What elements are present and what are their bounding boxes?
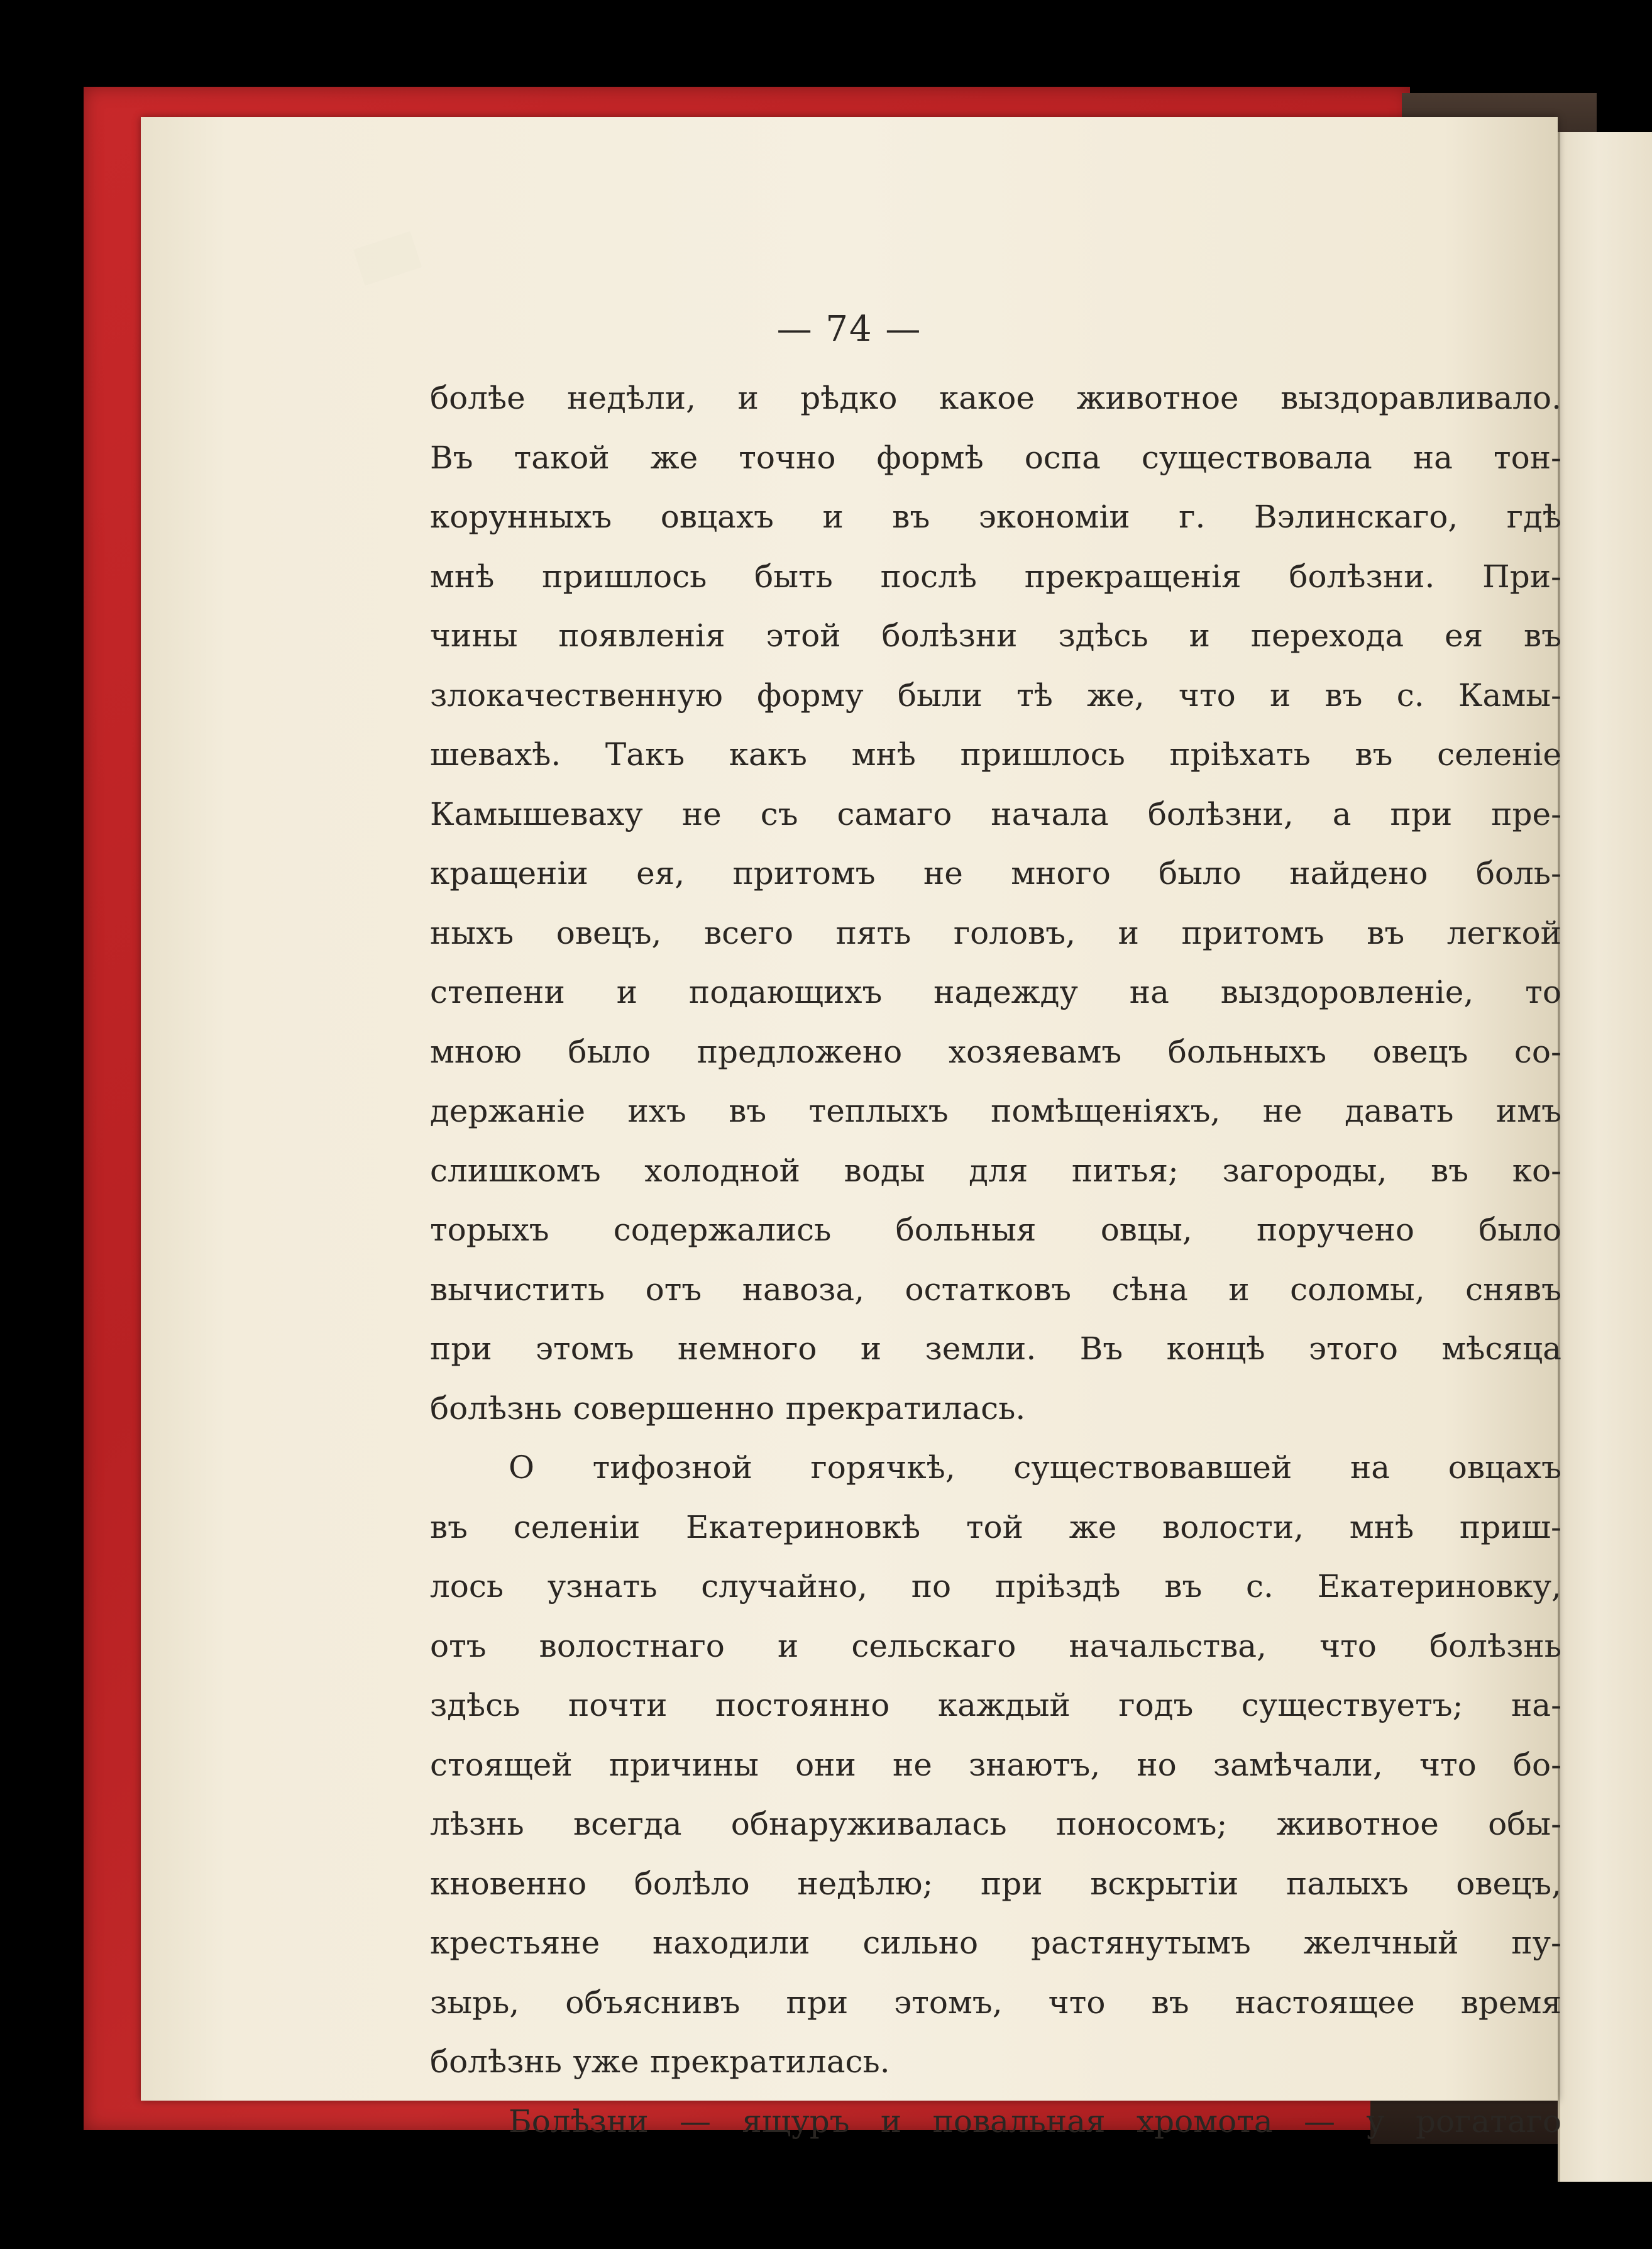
text-line [430,963,1561,1022]
word: не [1262,1093,1302,1129]
word: этомъ [536,1330,634,1367]
word: поносомъ; [1055,1806,1228,1842]
word: что [1419,1746,1477,1783]
word: сѣна [1111,1271,1188,1308]
word: всегда [573,1806,682,1842]
word: съ [760,795,798,832]
word: и [1118,914,1139,951]
word: ко- [1512,1152,1561,1189]
word: на [1129,974,1169,1010]
word: тон- [1493,439,1561,476]
word: то [1525,974,1561,1010]
word: недѣли, [567,380,696,416]
text-line [430,1022,1561,1082]
word: кращеніи [430,855,588,892]
word: въ [729,1093,767,1129]
word: всего [704,914,794,951]
word: прекратилась. [649,2043,890,2080]
word: знаютъ, [968,1746,1101,1783]
word: обы- [1488,1806,1561,1842]
word: было [568,1033,651,1070]
word: въ [1164,1568,1203,1605]
text-line [430,428,1561,488]
word: но [1137,1746,1177,1783]
word: немного [677,1330,817,1367]
word: растянутымъ [1030,1925,1251,1961]
word: причины [608,1746,759,1783]
text-line [430,1794,1561,1854]
word: торыхъ [430,1212,549,1248]
word: держаніе [430,1093,586,1129]
word: снявъ [1465,1271,1561,1308]
word: притомъ [1181,914,1324,951]
word: при [1390,795,1453,832]
word: стоящей [430,1746,573,1783]
word: выздоровленіе, [1220,974,1474,1010]
word: годъ [1118,1687,1194,1723]
word: болѣе [430,380,526,416]
word: с. [1396,677,1424,714]
word: — [1304,2103,1335,2140]
word: Въ [430,439,473,476]
word: и [1189,617,1210,654]
word: же [1069,1508,1117,1545]
word: мѣсяца [1441,1330,1561,1367]
word: и [880,2103,902,2140]
word: чины [430,617,518,654]
word: концѣ [1166,1330,1265,1367]
word: поручено [1257,1212,1414,1248]
word: уже [573,2043,639,2080]
word: здѣсь [1058,617,1148,654]
word: при [430,1330,492,1367]
text-line [430,1260,1561,1320]
word: повальная [932,2103,1106,2140]
word: хозяевамъ [948,1033,1122,1070]
paper-tab [353,231,422,285]
word: на- [1511,1687,1561,1723]
word: выздоравливало. [1280,380,1561,416]
text-line [430,547,1561,607]
text-line [430,1379,1561,1439]
word: Въ [1079,1330,1123,1367]
word: Камы- [1458,677,1561,714]
word: пріѣхать [1169,736,1311,773]
word: предложено [697,1033,903,1070]
word: совершенно [573,1390,775,1427]
word: этого [1308,1330,1399,1367]
text-line [430,844,1561,903]
word: рогатаго [1416,2103,1561,2140]
word: вскрытіи [1090,1865,1239,1902]
word: селеніе [1437,736,1561,773]
word: въ [1431,1152,1469,1189]
text-line [430,1438,1561,1498]
text-line [430,666,1561,726]
word: быть [754,558,833,595]
word: въ [1324,677,1363,714]
word: и [1228,1271,1250,1308]
word: овецъ, [556,914,662,951]
word: ящуръ [742,2103,850,2140]
word: овцахъ [1448,1449,1561,1486]
word: овецъ [1372,1033,1468,1070]
word: точно [739,439,836,476]
word: болѣзни [881,617,1018,654]
text-line [430,903,1561,963]
word: гдѣ [1506,499,1561,535]
word: О [509,1449,534,1486]
word: мнѣ [430,558,495,595]
word: начала [991,795,1109,832]
word: Камышеваху [430,795,643,832]
word: боль- [1475,855,1561,892]
word: больныя [895,1212,1037,1248]
word: больныхъ [1167,1033,1327,1070]
word: кновенно [430,1865,587,1902]
word: отъ [430,1627,487,1664]
word: при [786,1984,849,2021]
word: волости, [1162,1508,1304,1545]
word: при [980,1865,1043,1902]
word: самаго [837,795,952,832]
word: имъ [1495,1093,1561,1129]
word: Екатериновку, [1317,1568,1561,1605]
word: случайно, [701,1568,867,1605]
word: вычистить [430,1271,605,1308]
word: селеніи [513,1508,641,1545]
word: волостнаго [539,1627,725,1664]
word: крестьяне [430,1925,600,1961]
word: ея, [636,855,685,892]
word: время [1460,1984,1561,2021]
text-line [430,1973,1561,2033]
word: болѣзни. [1289,558,1435,595]
next-page-edge [1558,132,1652,2182]
word: и [616,974,638,1010]
word: послѣ [880,558,977,595]
word: что [1178,677,1236,714]
word: прекратилась. [785,1390,1026,1427]
word: подающихъ [688,974,883,1010]
word: рѣдко [800,380,898,416]
word: желчный [1303,1925,1459,1961]
word: Екатериновкѣ [686,1508,921,1545]
word: существовала [1141,439,1372,476]
word: навоза, [742,1271,865,1308]
word: какъ [729,736,807,773]
word: легкой [1446,914,1561,951]
word: загороды, [1222,1152,1387,1189]
text-line [430,2092,1561,2152]
word: болѣзнь [1429,1627,1561,1664]
word: притомъ [732,855,876,892]
word: ныхъ [430,914,514,951]
word: помѣщеніяхъ, [991,1093,1221,1129]
word: пре- [1491,795,1561,832]
word: пріѣздѣ [994,1568,1121,1605]
word: форму [757,677,864,714]
word: болѣзнь [430,2043,562,2080]
text-line [430,606,1561,666]
word: животное [1076,380,1239,416]
word: существовавшей [1013,1449,1292,1486]
word: той [966,1508,1023,1545]
word: Болѣзни [509,2103,649,2140]
word: питья; [1071,1152,1179,1189]
text-line [430,1498,1561,1557]
word: теплыхъ [808,1093,949,1129]
word: такой [514,439,610,476]
word: здѣсь [430,1687,520,1723]
text-line [430,725,1561,785]
word: въ [430,1508,468,1545]
word: мнѣ [851,736,916,773]
text-line [430,1616,1561,1676]
word: палыхъ [1286,1865,1409,1902]
word: ихъ [627,1093,686,1129]
book-page [141,117,1561,2140]
word: отъ [645,1271,702,1308]
word: приш- [1459,1508,1561,1545]
word: и [860,1330,882,1367]
text-line [430,487,1561,547]
word: и [822,499,844,535]
word: этомъ, [894,1984,1003,2021]
word: воды [844,1152,925,1189]
word: постоянно [715,1687,890,1723]
word: объяснивъ [565,1984,741,2021]
word: оспа [1024,439,1101,476]
word: каждый [937,1687,1071,1723]
word: и [1269,677,1291,714]
word: находили [652,1925,810,1961]
word: животное [1276,1806,1439,1842]
word: овцы, [1100,1212,1192,1248]
word: При- [1482,558,1561,595]
word: а [1332,795,1352,832]
word: ея [1444,617,1484,654]
word: прекращенія [1024,558,1242,595]
word: Вэлинскаго, [1253,499,1458,535]
word: какое [939,380,1035,416]
word: земли. [925,1330,1037,1367]
word: пять [835,914,911,951]
word: давать [1345,1093,1454,1129]
word: перехода [1250,617,1404,654]
word: найдено [1289,855,1428,892]
text-line [430,1557,1561,1616]
word: овцахъ [660,499,774,535]
word: горячкѣ, [810,1449,955,1486]
word: много [1011,855,1111,892]
word: мною [430,1033,522,1070]
word: лось [430,1568,504,1605]
word: слишкомъ [430,1152,601,1189]
word: что [1319,1627,1377,1664]
word: узнать [547,1568,658,1605]
text-line [430,2032,1561,2092]
text-line [430,1913,1561,1973]
text-line [430,785,1561,844]
word: бо- [1512,1746,1561,1783]
word: сельскаго [851,1627,1016,1664]
text-line [430,1676,1561,1735]
word: мнѣ [1349,1508,1414,1545]
word: въ [1523,617,1561,654]
word: же, [1087,677,1145,714]
word: замѣчали, [1213,1746,1383,1783]
word: было [1479,1212,1561,1248]
word: не [681,795,722,832]
word: тѣ [1016,677,1053,714]
word: содержались [613,1212,832,1248]
word: недѣлю; [797,1865,933,1902]
word: болѣзни, [1147,795,1294,832]
word: были [897,677,983,714]
word: с. [1246,1568,1274,1605]
word: на [1350,1449,1390,1486]
word: у [1366,2103,1385,2140]
word: надежду [933,974,1078,1010]
word: злокачественную [430,677,723,714]
word: пришлось [542,558,707,595]
word: хромота [1136,2103,1273,2140]
word: г. [1179,499,1206,535]
word: же [650,439,698,476]
word: начальства, [1069,1627,1267,1664]
word: и [777,1627,799,1664]
word: для [969,1152,1028,1189]
word: шевахѣ. [430,736,561,773]
word: въ [892,499,930,535]
word: что [1048,1984,1106,2021]
word: холодной [644,1152,801,1189]
word: болѣзнь [430,1390,562,1427]
word: головъ, [953,914,1076,951]
word: было [1159,855,1242,892]
word: не [923,855,963,892]
word: существуетъ; [1241,1687,1463,1723]
word: пу- [1511,1925,1561,1961]
word: не [892,1746,932,1783]
word: въ [1355,736,1393,773]
word: корунныхъ [430,499,612,535]
word: формѣ [876,439,984,476]
word: зырь, [430,1984,520,2021]
text-block [430,368,1561,2151]
word: — [680,2103,711,2140]
word: со- [1514,1033,1561,1070]
word: появленія [558,617,725,654]
word: и [737,380,759,416]
text-line [430,1735,1561,1795]
word: экономіи [978,499,1130,535]
word: въ [1367,914,1405,951]
text-line [430,1200,1561,1260]
word: настоящее [1235,1984,1415,2021]
word: овецъ, [1456,1865,1561,1902]
text-line [430,368,1561,428]
word: болѣло [634,1865,750,1902]
word: сильно [862,1925,979,1961]
word: этой [766,617,841,654]
word: тифозной [592,1449,752,1486]
word: почти [568,1687,668,1723]
word: по [911,1568,952,1605]
text-line [430,1319,1561,1379]
text-line [430,1081,1561,1141]
text-line [430,1141,1561,1201]
word: на [1412,439,1453,476]
text-line [430,1854,1561,1914]
word: соломы, [1290,1271,1425,1308]
word: обнаруживалась [730,1806,1007,1842]
word: они [795,1746,856,1783]
word: въ [1151,1984,1189,2021]
word: Такъ [605,736,685,773]
word: остатковъ [905,1271,1072,1308]
word: степени [430,974,565,1010]
word: пришлось [960,736,1125,773]
page-number: — 74 — [776,309,922,350]
word: лѣзнь [430,1806,524,1842]
